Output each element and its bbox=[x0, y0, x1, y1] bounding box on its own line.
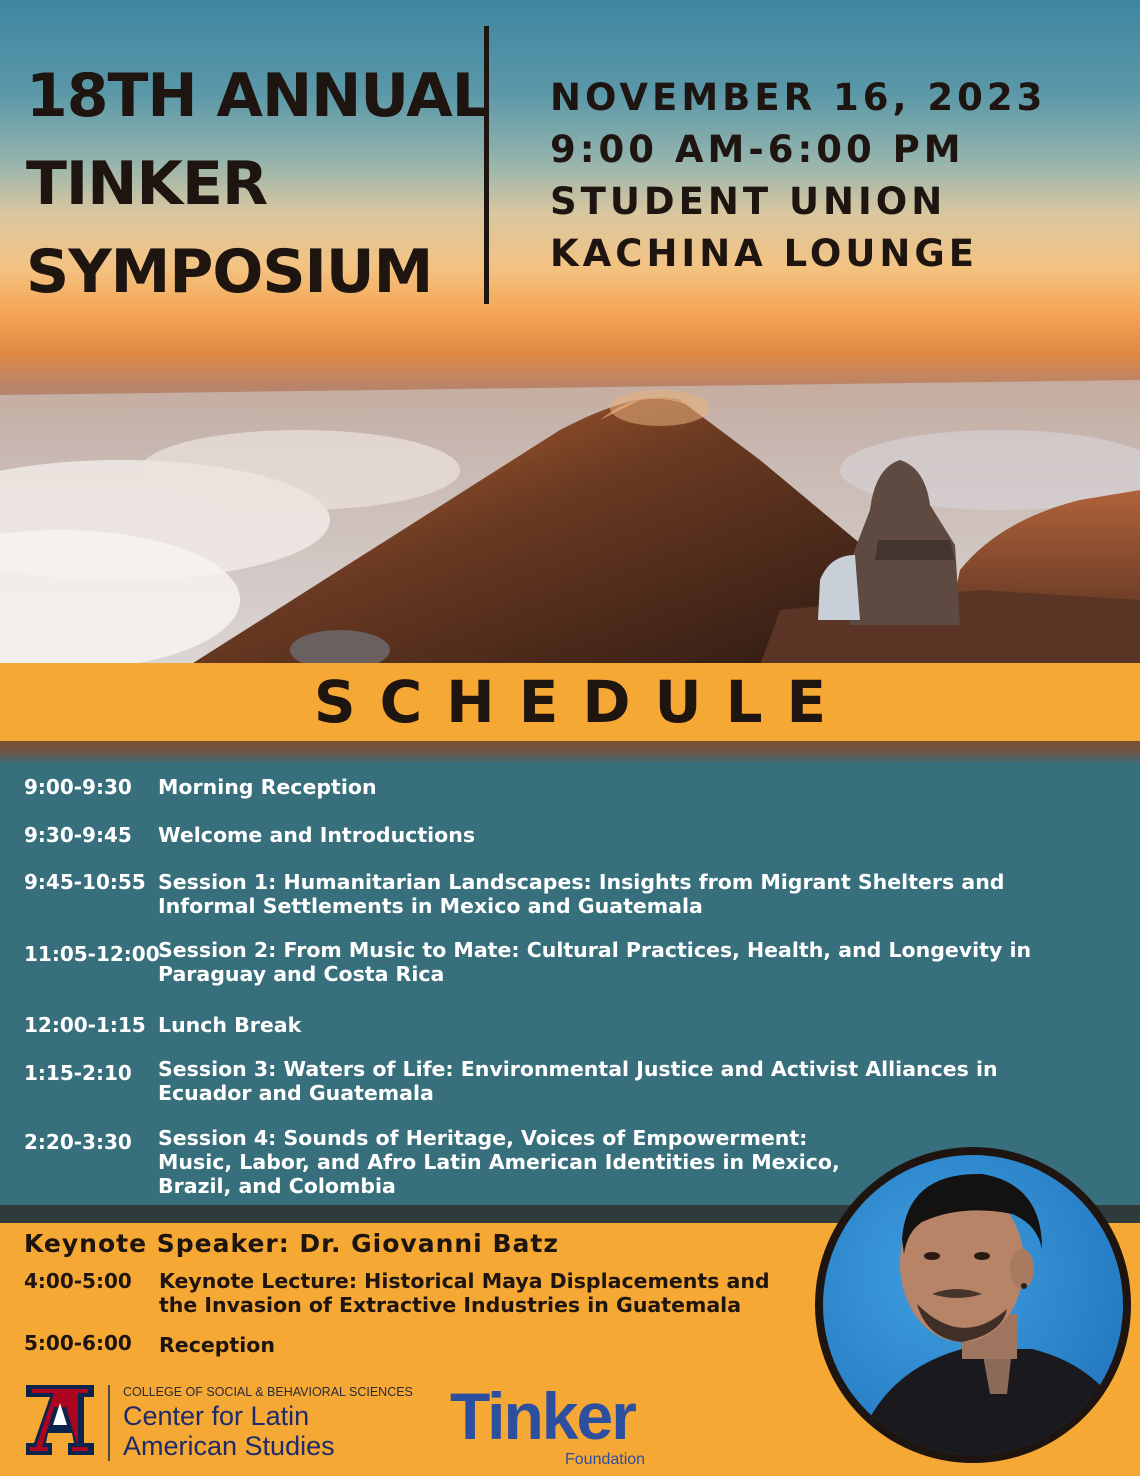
event-venue-line-2: KACHINA LOUNGE bbox=[550, 232, 979, 275]
center-name-line-1: Center for Latin bbox=[123, 1401, 310, 1431]
event-time: 9:00 AM-6:00 PM bbox=[550, 128, 965, 171]
event-date: NOVEMBER 16, 2023 bbox=[550, 76, 1047, 119]
logo-separator bbox=[108, 1385, 110, 1461]
schedule-item-title: Welcome and Introductions bbox=[158, 823, 476, 847]
keynote-item-title: Keynote Lecture: Historical Maya Displacements and the Invasion of Extractive Industries in Guatemala bbox=[159, 1269, 770, 1317]
center-name bbox=[123, 1401, 335, 1461]
schedule-item-title: Morning Reception bbox=[158, 775, 377, 799]
tinker-logo-wordmark: Tinker bbox=[450, 1379, 635, 1453]
schedule-item-time: 11:05-12:00 bbox=[24, 942, 160, 966]
rock-strip bbox=[0, 741, 1140, 763]
schedule-item-title: Session 1: Humanitarian Landscapes: Insights from Migrant Shelters and Informal Settlements in Mexico and Guatemala bbox=[158, 870, 1005, 918]
event-venue-line-1: STUDENT UNION bbox=[550, 180, 947, 223]
keynote-item-time: 4:00-5:00 bbox=[24, 1269, 132, 1293]
keynote-item-time: 5:00-6:00 bbox=[24, 1331, 132, 1355]
keynote-speaker-portrait bbox=[812, 1144, 1134, 1466]
schedule-item-title: Session 3: Waters of Life: Environmental Justice and Activist Alliances in Ecuador and Guatemala bbox=[158, 1057, 998, 1105]
university-of-arizona-logo bbox=[22, 1383, 98, 1457]
symposium-title bbox=[26, 52, 489, 316]
schedule-item-title: Lunch Break bbox=[158, 1013, 302, 1037]
keynote-speaker-label: Keynote Speaker: Dr. Giovanni Batz bbox=[24, 1229, 559, 1258]
keynote-item-title: Reception bbox=[159, 1333, 275, 1357]
ua-logo-letter: A bbox=[60, 1455, 61, 1456]
title-line-1: 18TH ANNUAL bbox=[26, 61, 489, 131]
hero-volcano-photo bbox=[0, 0, 1140, 665]
schedule-item-time: 2:20-3:30 bbox=[24, 1130, 132, 1154]
event-info bbox=[550, 72, 1046, 280]
title-line-3: SYMPOSIUM bbox=[26, 237, 433, 307]
center-name-line-2: American Studies bbox=[123, 1431, 335, 1461]
college-name: COLLEGE OF SOCIAL & BEHAVIORAL SCIENCES bbox=[123, 1385, 413, 1399]
title-line-2: TINKER bbox=[26, 149, 268, 219]
schedule-heading: SCHEDULE bbox=[313, 668, 851, 736]
schedule-list bbox=[0, 763, 1140, 1205]
schedule-item-time: 9:00-9:30 bbox=[24, 775, 132, 799]
schedule-item-title: Session 2: From Music to Mate: Cultural Practices, Health, and Longevity in Paraguay and Costa Rica bbox=[158, 938, 1032, 986]
tinker-foundation-label: Foundation bbox=[565, 1451, 646, 1468]
schedule-item-title: Session 4: Sounds of Heritage, Voices of Empowerment: Music, Labor, and Afro Latin American Identities in Mexico, Brazil, and Colombia bbox=[158, 1126, 840, 1198]
schedule-item-time: 9:45-10:55 bbox=[24, 870, 146, 894]
schedule-heading-bar bbox=[0, 663, 1140, 741]
schedule-item-time: 12:00-1:15 bbox=[24, 1013, 146, 1037]
schedule-item-time: 1:15-2:10 bbox=[24, 1061, 132, 1085]
schedule-item-time: 9:30-9:45 bbox=[24, 823, 132, 847]
